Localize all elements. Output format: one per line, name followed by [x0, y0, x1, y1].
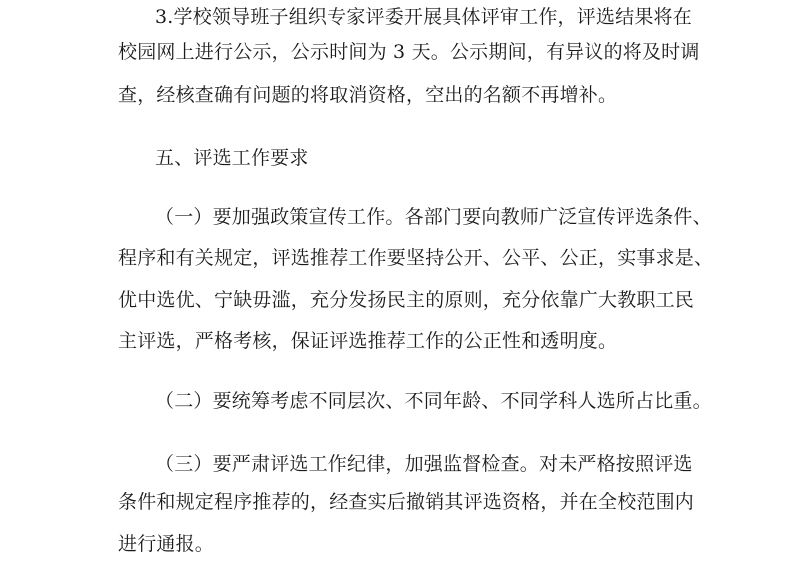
paragraph-line: 条件和规定程序推荐的，经查实后撤销其评选资格，并在全校范围内 — [118, 491, 695, 513]
paragraph-line: 主评选，严格考核，保证评选推荐工作的公正性和透明度。 — [118, 330, 618, 352]
paragraph-line: （一）要加强政策宣传工作。各部门要向教师广泛宣传评选条件、 — [155, 206, 712, 228]
paragraph-line: （三）要严肃评选工作纪律，加强监督检查。对未严格按照评选 — [155, 453, 693, 475]
paragraph-line: 查，经核查确有问题的将取消资格，空出的名额不再增补。 — [118, 84, 618, 106]
paragraph-line: 优中选优、宁缺毋滥，充分发扬民主的原则，充分依靠广大教职工民 — [118, 289, 695, 311]
paragraph-line: （二）要统筹考虑不同层次、不同年龄、不同学科人选所占比重。 — [155, 390, 712, 412]
section-heading: 五、评选工作要求 — [155, 147, 309, 169]
paragraph-line: 3.学校领导班子组织专家评委开展具体评审工作，评选结果将在 — [155, 6, 692, 28]
paragraph-line: 程序和有关规定，评选推荐工作要坚持公开、公平、公正，实事求是、 — [118, 247, 714, 269]
paragraph-line: 进行通报。 — [118, 533, 215, 555]
paragraph-line: 校园网上进行公示，公示时间为 3 天。公示期间，有异议的将及时调 — [118, 41, 700, 63]
